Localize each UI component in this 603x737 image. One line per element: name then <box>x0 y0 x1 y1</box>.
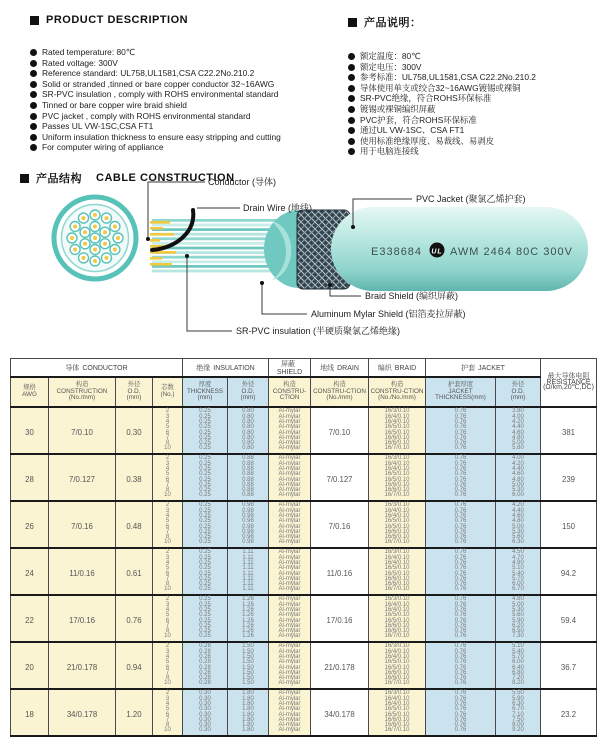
cross-section <box>54 197 136 279</box>
cell-jacket-thickness: 0.76 0.76 0.76 0.76 0.76 0.76 0.76 0.76 <box>426 595 496 642</box>
product-description-title-en <box>30 14 335 26</box>
group-header-jacket: 护套 JACKET <box>426 359 541 378</box>
bullet-text: 镀锡或裸铜编织屏蔽 <box>360 103 436 114</box>
label-pvc-jacket: PVC Jacket (聚氯乙烯护套) <box>416 194 526 204</box>
bullet-text: 额定电压：300V <box>360 61 422 72</box>
group-header-braid: 编织 BRAID <box>369 359 426 378</box>
bullet-text: 额定温度：80℃ <box>360 51 421 61</box>
cell-awg: 22 <box>11 595 49 642</box>
bullet-icon <box>30 49 37 56</box>
cell-jacket-od: 4.20 4.40 4.60 4.80 5.00 5.30 5.60 6.30 <box>496 501 541 548</box>
description-item-en <box>30 79 335 90</box>
conductor-core-dot <box>93 247 97 251</box>
bullet-icon <box>30 60 37 67</box>
label-braid-shield: Braid Shield (编织屏蔽) <box>365 291 459 301</box>
cell-resistance: 94.2 <box>541 548 597 595</box>
column-header-braid-construction: 构造 CONSTRU-CTION (No./No./mm) <box>369 377 426 407</box>
cell-braid: 16/3/0.10 16/4/0.10 16/4/0.10 16/5/0.10 16/5/0.10 16/6/0.10 16/6/0.10 16/7/0.10 <box>369 548 426 595</box>
description-item-zh <box>348 83 598 94</box>
description-item-zh <box>348 93 598 104</box>
bullet-icon <box>348 74 355 81</box>
cell-ins-thickness: 0.25 0.25 0.25 0.25 0.25 0.25 0.25 0.25 <box>183 407 228 454</box>
conductor-core-dot <box>93 225 97 229</box>
cell-construction: 34/0.178 <box>49 689 116 736</box>
bullet-icon <box>30 123 37 130</box>
conductor-core-dot <box>93 236 97 240</box>
cell-ins-od: 0.80 0.80 0.80 0.80 0.80 0.80 0.80 0.80 <box>228 407 269 454</box>
cell-cores: 2 3 4 5 6 7 8 10 <box>153 595 183 642</box>
cell-jacket-thickness: 0.76 0.76 0.76 0.76 0.76 0.76 0.76 0.76 <box>426 407 496 454</box>
cell-resistance: 23.2 <box>541 689 597 736</box>
cell-ins-thickness: 0.25 0.25 0.25 0.25 0.25 0.25 0.25 0.25 <box>183 454 228 501</box>
cell-conductor-od: 0.30 <box>116 407 153 454</box>
cell-construction: 7/0.127 <box>49 454 116 501</box>
column-header-jacket-od: 外径 O.D. (mm) <box>496 377 541 407</box>
cell-awg: 30 <box>11 407 49 454</box>
group-header-conductor: 导体 CONDUCTOR <box>11 359 183 378</box>
bare-conductor-tip <box>150 233 174 236</box>
cell-jacket-od: 5.10 5.40 5.70 6.00 6.40 6.80 7.20 8.20 <box>496 642 541 689</box>
cell-drain: 7/0.127 <box>311 454 369 501</box>
description-item-zh <box>348 104 598 115</box>
cell-shield: Al-mylar Al-mylar Al-mylar Al-mylar Al-mylar Al-mylar Al-mylar Al-mylar <box>269 642 311 689</box>
cell-cores: 2 3 4 5 6 7 8 10 <box>153 454 183 501</box>
bullet-icon <box>30 134 37 141</box>
table-row-awg-24 <box>11 548 597 595</box>
column-header-shield-construction: 构造 CONSTRU- CTION <box>269 377 311 407</box>
cell-construction: 21/0.178 <box>49 642 116 689</box>
cable-construction-title-zh: 产品结构 <box>36 173 82 185</box>
conductor-core-dot <box>70 236 74 240</box>
description-item-en <box>30 142 335 153</box>
cell-conductor-od: 0.48 <box>116 501 153 548</box>
cell-drain: 7/0.16 <box>311 501 369 548</box>
bullet-icon <box>30 102 37 109</box>
cell-resistance: 381 <box>541 407 597 454</box>
product-description-en <box>30 14 335 153</box>
bullet-icon <box>30 144 37 151</box>
table-subheader-row <box>11 377 597 407</box>
column-header-od: 外径 O.D. (mm) <box>116 377 153 407</box>
bullet-text: Passes UL VW-1SC,CSA FT1 <box>42 121 154 132</box>
bullet-text: Uniform insulation thickness to ensure easy stripping and cutting <box>42 131 281 142</box>
cell-drain: 17/0.16 <box>311 595 369 642</box>
description-item-zh <box>348 51 598 62</box>
description-item-zh <box>348 115 598 126</box>
table-group-header-row <box>11 359 597 378</box>
product-description-list-en <box>30 47 335 153</box>
bullet-icon <box>30 91 37 98</box>
product-description-title-text: PRODUCT DESCRIPTION <box>46 14 189 26</box>
cell-ins-od: 1.26 1.26 1.26 1.26 1.26 1.26 1.26 1.26 <box>228 595 269 642</box>
bullet-text: PVC jacket , comply with ROHS environmental standard <box>42 110 251 121</box>
label-drain-wire: Drain Wire (地线) <box>243 203 312 213</box>
bullet-icon <box>30 70 37 77</box>
description-item-zh <box>348 62 598 73</box>
bullet-text: PVC护套，符合ROHS环保标准 <box>360 114 477 125</box>
bullet-icon <box>348 95 355 102</box>
table-row-awg-28 <box>11 454 597 501</box>
bullet-icon <box>30 81 37 88</box>
column-header-construction: 构造 CONSTRUCTION (No./mm) <box>49 377 116 407</box>
conductor-core-dot <box>73 248 77 252</box>
bare-conductor-tip <box>150 227 163 230</box>
column-header-awg: 规格 AWG <box>11 377 49 407</box>
product-description-title-text-zh: 产品说明： <box>364 17 422 29</box>
table-row-awg-30 <box>11 407 597 454</box>
table-row-awg-20 <box>11 642 597 689</box>
cell-ins-od: 1.11 1.11 1.11 1.11 1.11 1.11 1.11 1.11 <box>228 548 269 595</box>
cell-ins-od: 0.98 0.98 0.98 0.98 0.98 0.98 0.98 0.98 <box>228 501 269 548</box>
jacket-print-ul-number: E338684 <box>371 246 423 258</box>
ul-logo-text: UL <box>431 248 443 256</box>
cell-construction: 17/0.16 <box>49 595 116 642</box>
cell-construction: 7/0.16 <box>49 501 116 548</box>
cell-conductor-od: 0.76 <box>116 595 153 642</box>
label-conductor: Conductor (导体) <box>208 177 277 187</box>
cell-ins-od: 1.80 1.80 1.80 1.80 1.80 1.80 1.80 1.80 <box>228 689 269 736</box>
bare-conductor-tip <box>150 257 162 260</box>
cell-construction: 7/0.10 <box>49 407 116 454</box>
cell-jacket-thickness: 0.76 0.76 0.76 0.76 0.76 0.76 0.76 0.76 <box>426 501 496 548</box>
cell-drain: 7/0.10 <box>311 407 369 454</box>
conductor-core-dot <box>116 236 120 240</box>
table-row-awg-22 <box>11 595 597 642</box>
section-square-icon <box>30 16 39 25</box>
description-item-zh <box>348 125 598 136</box>
cell-jacket-od: 4.80 5.00 5.30 5.60 5.90 6.20 6.50 7.30 <box>496 595 541 642</box>
cell-awg: 18 <box>11 689 49 736</box>
cell-braid: 16/3/0.10 16/4/0.10 16/4/0.10 16/5/0.10 16/5/0.10 16/6/0.10 16/6/0.10 16/7/0.10 <box>369 595 426 642</box>
description-item-en <box>30 132 335 143</box>
bullet-text: Reference standard: UL758,UL1581,CSA C22.2No.210.2 <box>42 68 255 79</box>
cell-jacket-od: 3.80 4.00 4.20 4.40 4.60 4.80 5.00 5.80 <box>496 407 541 454</box>
cell-jacket-thickness: 0.76 0.76 0.76 0.76 0.76 0.76 0.76 0.76 <box>426 548 496 595</box>
cell-drain: 11/0.16 <box>311 548 369 595</box>
conductor-core-dot <box>113 225 117 229</box>
bare-conductor-tip <box>150 221 170 224</box>
cell-ins-thickness: 0.30 0.30 0.30 0.30 0.30 0.30 0.30 0.30 <box>183 689 228 736</box>
conductor-core-dot <box>93 259 97 263</box>
bullet-text: 使用标准绝缘厚度、易裁线、易剥皮 <box>360 135 494 146</box>
description-item-en <box>30 89 335 100</box>
jacket-print-awm: AWM 2464 80C 300V <box>450 246 573 258</box>
specification-table <box>10 358 597 737</box>
description-item-en <box>30 58 335 69</box>
cell-resistance: 36.7 <box>541 642 597 689</box>
cell-cores: 2 3 4 5 6 7 8 10 <box>153 501 183 548</box>
table-row-awg-26 <box>11 501 597 548</box>
cell-jacket-thickness: 0.76 0.76 0.76 0.76 0.76 0.76 0.76 0.76 <box>426 642 496 689</box>
conductor-core-dot <box>82 256 86 260</box>
bullet-icon <box>30 113 37 120</box>
conductor-core-dot <box>113 248 117 252</box>
bare-conductor-tip <box>150 263 172 266</box>
cell-shield: Al-mylar Al-mylar Al-mylar Al-mylar Al-mylar Al-mylar Al-mylar Al-mylar <box>269 548 311 595</box>
bullet-text: SR-PVC绝缘，符合ROHS环保标准 <box>360 93 492 104</box>
cell-conductor-od: 0.61 <box>116 548 153 595</box>
cell-braid: 16/3/0.10 16/4/0.10 16/4/0.10 16/5/0.10 16/5/0.10 16/6/0.10 16/6/0.10 16/7/0.10 <box>369 642 426 689</box>
conductor-core-dot <box>83 242 87 246</box>
description-item-zh <box>348 136 598 147</box>
cell-jacket-thickness: 0.76 0.76 0.76 0.76 0.76 0.76 0.76 0.76 <box>426 689 496 736</box>
product-description-title-zh <box>348 14 598 30</box>
cell-jacket-thickness: 0.76 0.76 0.76 0.76 0.76 0.76 0.76 0.76 <box>426 454 496 501</box>
cell-conductor-od: 1.20 <box>116 689 153 736</box>
bullet-text: For computer wiring of appliance <box>42 142 164 153</box>
cell-shield: Al-mylar Al-mylar Al-mylar Al-mylar Al-mylar Al-mylar Al-mylar Al-mylar <box>269 501 311 548</box>
column-header-ins-thickness: 厚度 THICKNESS (mm) <box>183 377 228 407</box>
column-header-jacket-thickness: 护套厚度 JACKET THICKNESS(mm) <box>426 377 496 407</box>
cell-resistance: 239 <box>541 454 597 501</box>
bullet-text: 参考标准：UL758,UL1581,CSA C22.2No.210.2 <box>360 72 536 83</box>
description-item-zh <box>348 72 598 83</box>
bullet-icon <box>348 127 355 134</box>
conductor-core-dot <box>73 225 77 229</box>
label-sr-pvc-insulation: SR-PVC insulation (半硬质聚氯乙烯绝缘) <box>236 326 401 336</box>
column-header-ins-od: 外径 O.D. (mm) <box>228 377 269 407</box>
bullet-text: Rated temperature: 80℃ <box>42 47 136 57</box>
column-header-resistance: 最大导体电阻 RESISTANCE (Ω/km,20℃,DC) <box>541 359 597 408</box>
table-row-awg-18 <box>11 689 597 736</box>
cell-shield: Al-mylar Al-mylar Al-mylar Al-mylar Al-mylar Al-mylar Al-mylar Al-mylar <box>269 454 311 501</box>
bullet-text: 导体使用单支或绞合32~16AWG镀锡或裸铜 <box>360 82 521 93</box>
cell-conductor-od: 0.94 <box>116 642 153 689</box>
cell-resistance: 59.4 <box>541 595 597 642</box>
product-description-list-zh <box>348 51 598 157</box>
bullet-text: Tinned or bare copper wire braid shield <box>42 99 187 110</box>
cell-ins-thickness: 0.25 0.25 0.25 0.25 0.25 0.25 0.25 0.25 <box>183 595 228 642</box>
group-header-drain: 地线 DRAIN <box>311 359 369 378</box>
cell-awg: 28 <box>11 454 49 501</box>
bullet-text: 通过UL VW-1SC、CSA FT1 <box>360 125 465 136</box>
cell-jacket-od: 4.50 4.70 4.90 5.10 5.40 5.70 6.00 6.70 <box>496 548 541 595</box>
conductor-core-dot <box>82 216 86 220</box>
cell-drain: 34/0.178 <box>311 689 369 736</box>
bullet-text: SR-PVC insulation , comply with ROHS environmental standard <box>42 89 279 100</box>
cell-braid: 16/3/0.10 16/4/0.10 16/4/0.10 16/5/0.10 16/5/0.10 16/6/0.10 16/6/0.10 16/7/0.10 <box>369 407 426 454</box>
conductor-core-dot <box>105 256 109 260</box>
conductor-core-dot <box>93 213 97 217</box>
bullet-icon <box>348 117 355 124</box>
section-square-icon <box>348 18 357 27</box>
cell-cores: 2 3 4 5 6 7 8 10 <box>153 407 183 454</box>
cell-resistance: 150 <box>541 501 597 548</box>
cell-cores: 2 3 4 5 6 7 8 10 <box>153 548 183 595</box>
column-header-cores: 芯数 (No.) <box>153 377 183 407</box>
bare-conductor-tip <box>150 239 160 242</box>
cell-ins-od: 1.50 1.50 1.50 1.50 1.50 1.50 1.50 1.50 <box>228 642 269 689</box>
label-mylar-shield: Aluminum Mylar Shield (铝箔麦拉屏蔽) <box>311 309 466 319</box>
conductor-core-dot <box>103 230 107 234</box>
bullet-icon <box>348 53 355 60</box>
cell-shield: Al-mylar Al-mylar Al-mylar Al-mylar Al-mylar Al-mylar Al-mylar Al-mylar <box>269 689 311 736</box>
cell-ins-thickness: 0.25 0.25 0.25 0.25 0.25 0.25 0.25 0.25 <box>183 501 228 548</box>
cell-shield: Al-mylar Al-mylar Al-mylar Al-mylar Al-mylar Al-mylar Al-mylar Al-mylar <box>269 407 311 454</box>
description-item-zh <box>348 146 598 157</box>
bullet-text: Rated voltage: 300V <box>42 57 118 68</box>
cell-conductor-od: 0.38 <box>116 454 153 501</box>
cell-construction: 11/0.16 <box>49 548 116 595</box>
description-item-en <box>30 121 335 132</box>
bullet-icon <box>348 148 355 155</box>
cell-jacket-od: 5.50 5.90 6.30 6.70 7.10 7.50 8.00 9.20 <box>496 689 541 736</box>
cell-awg: 20 <box>11 642 49 689</box>
group-header-shield: 屏蔽SHIELD <box>269 359 311 378</box>
cell-jacket-od: 4.00 4.20 4.40 4.60 4.80 5.00 5.30 6.00 <box>496 454 541 501</box>
cell-awg: 24 <box>11 548 49 595</box>
bullet-icon <box>348 85 355 92</box>
product-description-zh <box>348 14 598 157</box>
bullet-icon <box>348 106 355 113</box>
description-item-en <box>30 100 335 111</box>
cell-ins-thickness: 0.25 0.25 0.25 0.25 0.25 0.25 0.25 0.25 <box>183 548 228 595</box>
cell-drain: 21/0.178 <box>311 642 369 689</box>
cell-cores: 2 3 4 5 6 7 8 10 <box>153 642 183 689</box>
group-header-insulation: 绝缘 INSULATION <box>183 359 269 378</box>
conductor-core-dot <box>83 230 87 234</box>
cell-braid: 16/3/0.10 16/4/0.10 16/4/0.10 16/5/0.10 16/5/0.10 16/6/0.10 16/6/0.10 16/7/0.10 <box>369 689 426 736</box>
cell-braid: 16/3/0.10 16/4/0.10 16/4/0.10 16/5/0.10 16/5/0.10 16/6/0.10 16/6/0.10 16/7/0.10 <box>369 454 426 501</box>
section-square-icon <box>20 174 29 183</box>
bullet-text: 用于电脑连接线 <box>360 146 419 157</box>
cell-awg: 26 <box>11 501 49 548</box>
conductor-core-dot <box>105 216 109 220</box>
cell-braid: 16/3/0.10 16/4/0.10 16/4/0.10 16/5/0.10 16/5/0.10 16/6/0.10 16/6/0.10 16/7/0.10 <box>369 501 426 548</box>
cable-construction-title-en: CABLE CONSTRUCTION <box>96 172 235 184</box>
description-item-en <box>30 68 335 79</box>
bullet-icon <box>348 138 355 145</box>
cell-shield: Al-mylar Al-mylar Al-mylar Al-mylar Al-mylar Al-mylar Al-mylar Al-mylar <box>269 595 311 642</box>
bullet-text: Solid or stranded ,tinned or bare copper conductor 32~16AWG <box>42 78 275 89</box>
cell-cores: 2 3 4 5 6 7 8 10 <box>153 689 183 736</box>
cell-ins-thickness: 0.28 0.28 0.28 0.28 0.28 0.28 0.28 0.28 <box>183 642 228 689</box>
conductor-core-dot <box>103 242 107 246</box>
description-item-en <box>30 47 335 58</box>
description-item-en <box>30 111 335 122</box>
column-header-drain-construction: 构造 CONSTRU-CTION (No./mm) <box>311 377 369 407</box>
cell-ins-od: 0.88 0.88 0.88 0.88 0.88 0.88 0.88 0.88 <box>228 454 269 501</box>
bullet-icon <box>348 64 355 71</box>
